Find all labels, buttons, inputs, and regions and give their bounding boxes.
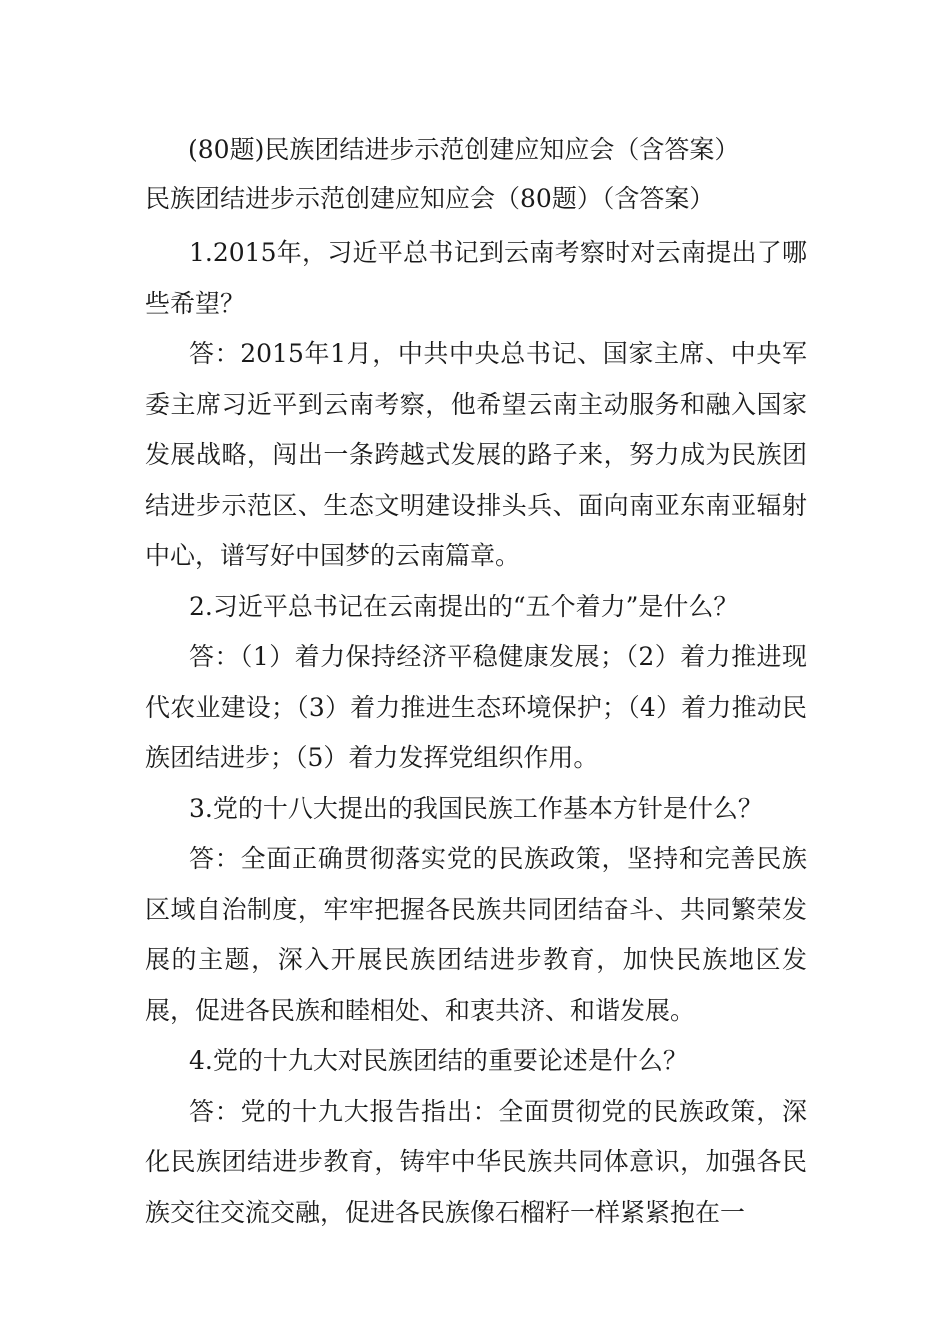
question-3: 3.党的十八大提出的我国民族工作基本方针是什么？ — [189, 793, 763, 823]
answer-2: 答：（1）着力保持经济平稳健康发展；（2）着力推进现代农业建设；（3）着力推进生态环境保护；（4）着力推动民族团结进步；（5）着力发挥党组织作用。 — [145, 642, 807, 772]
question-2: 2.习近平总书记在云南提出的“五个着力”是什么？ — [189, 591, 739, 621]
question-1: 1.2015年，习近平总书记到云南考察时对云南提出了哪些希望？ — [145, 238, 807, 318]
document-subtitle: 民族团结进步示范创建应知应会（80题）（含答案） — [145, 184, 715, 213]
answer-3: 答：全面正确贯彻落实党的民族政策，坚持和完善民族区域自治制度，牢牢把握各民族共同团结奋斗、共同繁荣发展的主题，深入开展民族团结进步教育，加快民族地区发展，促进各民族和睦相处、和衷共济、和谐发展。 — [145, 844, 807, 1025]
question-4: 4.党的十九大对民族团结的重要论述是什么？ — [189, 1046, 688, 1075]
document-title: (80题)民族团结进步示范创建应知应会（含答案） — [188, 135, 740, 164]
answer-1: 答：2015年1月，中共中央总书记、国家主席、中央军委主席习近平到云南考察，他希望云南主动服务和融入国家发展战略，闯出一条跨越式发展的路子来，努力成为民族团结进步示范区、生态文明建设排头兵、面向南亚东南亚辐射中心，谱写好中国梦的云南篇章。 — [145, 339, 807, 570]
answer-4: 答：党的十九大报告指出：全面贯彻党的民族政策，深化民族团结进步教育，铸牢中华民族共同体意识，加强各民族交往交流交融，促进各民族像石榴籽一样紧紧抱在一 — [145, 1096, 807, 1227]
document-body — [145, 228, 807, 1238]
